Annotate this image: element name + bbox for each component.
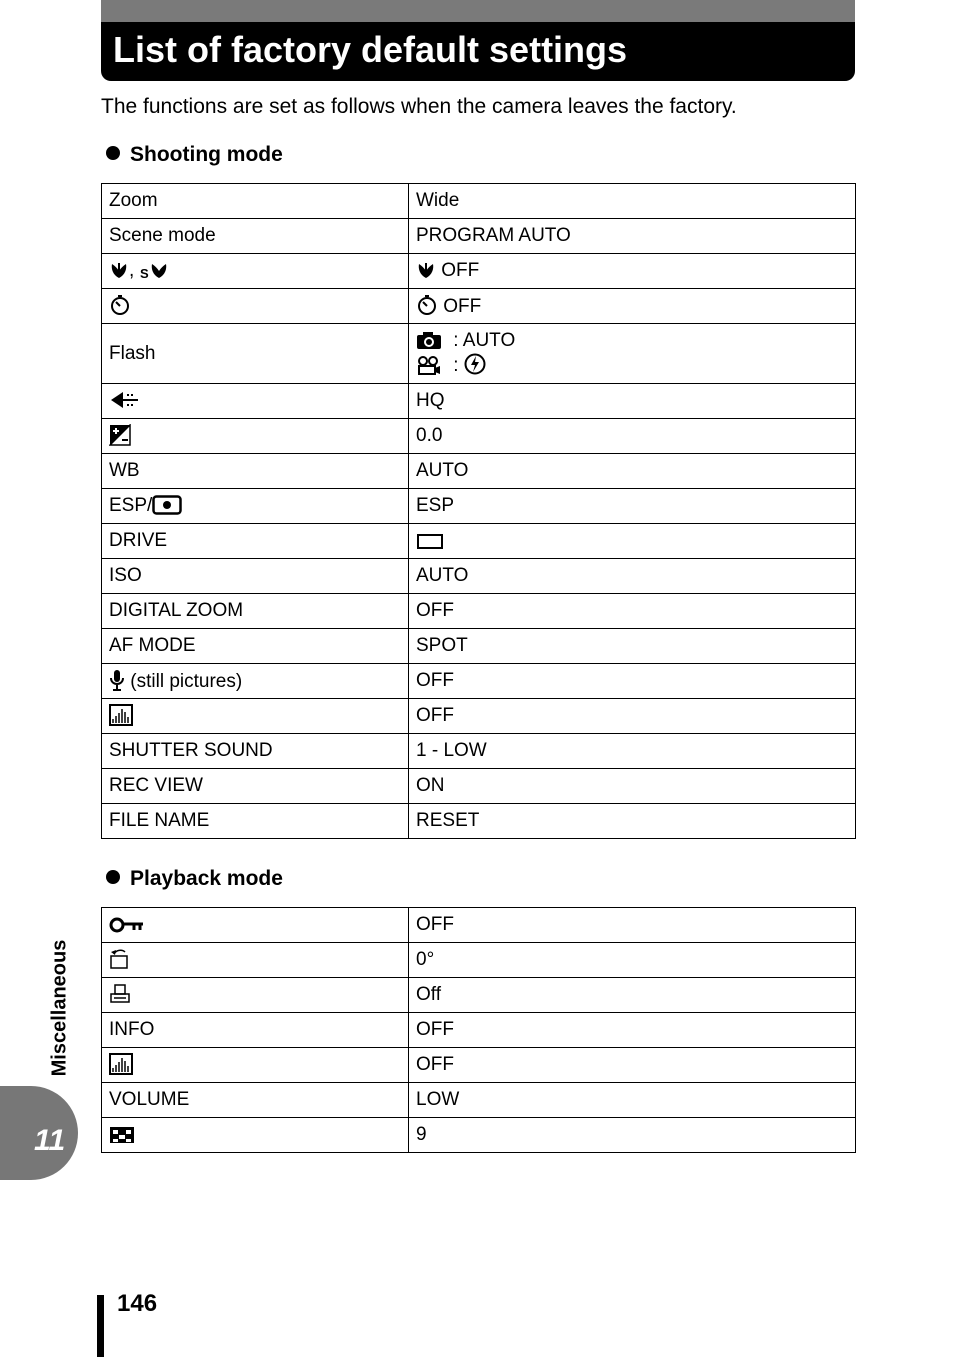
- setting-name: Zoom: [102, 184, 409, 219]
- setting-value: OFF: [409, 699, 856, 734]
- setting-name: REC VIEW: [102, 769, 409, 804]
- spot-metering-icon: [152, 495, 182, 515]
- setting-value: HQ: [409, 384, 856, 419]
- setting-name: ISO: [102, 559, 409, 594]
- macro-icon: [109, 260, 129, 280]
- table-row: [102, 289, 856, 324]
- table-row: [102, 594, 856, 629]
- page-title: List of factory default settings: [113, 29, 628, 70]
- shooting-table: [101, 183, 856, 839]
- setting-name: FILE NAME: [102, 804, 409, 839]
- setting-value: Off: [409, 978, 856, 1013]
- setting-name: WB: [102, 454, 409, 489]
- table-row: [102, 419, 856, 454]
- setting-name: [102, 419, 409, 454]
- table-row: [102, 1013, 856, 1048]
- table-row: [102, 629, 856, 664]
- table-row: [102, 384, 856, 419]
- setting-name: [102, 1118, 409, 1153]
- setting-name: VOLUME: [102, 1083, 409, 1118]
- microphone-icon: [109, 669, 125, 691]
- setting-name: [102, 978, 409, 1013]
- table-row: [102, 524, 856, 559]
- histogram-icon: [109, 704, 133, 726]
- page-number: 146: [117, 1290, 158, 1317]
- setting-name: ESP/: [102, 489, 409, 524]
- exposure-compensation-icon: [109, 424, 131, 446]
- setting-value: OFF: [409, 1013, 856, 1048]
- setting-value: RESET: [409, 804, 856, 839]
- setting-value: [409, 524, 856, 559]
- setting-value: AUTO: [409, 559, 856, 594]
- table-row: [102, 559, 856, 594]
- setting-value: : AUTO :: [409, 324, 856, 384]
- flash-off-icon: [464, 353, 486, 375]
- print-icon: [109, 983, 131, 1005]
- setting-name: AF MODE: [102, 629, 409, 664]
- chapter-tab: 11: [0, 1086, 78, 1180]
- bullet-icon: [106, 146, 120, 160]
- setting-value: OFF: [409, 289, 856, 324]
- image-quality-icon: [109, 390, 139, 410]
- movie-icon: [416, 355, 442, 375]
- setting-name: [102, 1048, 409, 1083]
- table-row: [102, 1048, 856, 1083]
- playback-table: [101, 907, 856, 1153]
- table-row: [102, 1083, 856, 1118]
- setting-name: [102, 289, 409, 324]
- camera-icon: [416, 330, 442, 350]
- supermacro-icon: [140, 260, 170, 280]
- table-row: [102, 769, 856, 804]
- setting-value: OFF: [409, 254, 856, 289]
- table-row: [102, 664, 856, 699]
- setting-name: DRIVE: [102, 524, 409, 559]
- table-row: [102, 324, 856, 384]
- setting-value: LOW: [409, 1083, 856, 1118]
- setting-name: INFO: [102, 1013, 409, 1048]
- title-banner-top: [101, 0, 855, 22]
- table-row: [102, 978, 856, 1013]
- index-display-icon: [109, 1126, 135, 1144]
- setting-value: ESP: [409, 489, 856, 524]
- setting-value: OFF: [409, 908, 856, 943]
- setting-name: [102, 908, 409, 943]
- setting-name: Scene mode: [102, 219, 409, 254]
- setting-name: Flash: [102, 324, 409, 384]
- table-row: [102, 804, 856, 839]
- setting-value: 0.0: [409, 419, 856, 454]
- setting-value: PROGRAM AUTO: [409, 219, 856, 254]
- table-row: [102, 489, 856, 524]
- setting-value: 1 - LOW: [409, 734, 856, 769]
- setting-name: SHUTTER SOUND: [102, 734, 409, 769]
- setting-value: Wide: [409, 184, 856, 219]
- svg-text:S: S: [139, 266, 149, 280]
- playback-heading: Playback mode: [106, 867, 283, 891]
- setting-value: 9: [409, 1118, 856, 1153]
- shooting-heading: Shooting mode: [106, 143, 283, 167]
- rotate-icon: [109, 948, 131, 970]
- setting-name: [102, 699, 409, 734]
- setting-value: SPOT: [409, 629, 856, 664]
- setting-value: OFF: [409, 1048, 856, 1083]
- intro-text: The functions are set as follows when the camera leaves the factory.: [101, 95, 737, 118]
- setting-name: [102, 943, 409, 978]
- page-number-bar: [97, 1295, 104, 1357]
- setting-value: 0°: [409, 943, 856, 978]
- protect-key-icon: [109, 916, 145, 934]
- single-frame-icon: [416, 532, 444, 550]
- setting-value: OFF: [409, 664, 856, 699]
- setting-name: [102, 384, 409, 419]
- setting-value: OFF: [409, 594, 856, 629]
- table-row: [102, 943, 856, 978]
- self-timer-icon: [416, 294, 438, 316]
- table-row: [102, 219, 856, 254]
- setting-name: , S: [102, 254, 409, 289]
- histogram-icon: [109, 1053, 133, 1075]
- table-row: [102, 184, 856, 219]
- setting-name: (still pictures): [102, 664, 409, 699]
- table-row: [102, 454, 856, 489]
- setting-name: DIGITAL ZOOM: [102, 594, 409, 629]
- table-row: [102, 699, 856, 734]
- bullet-icon: [106, 870, 120, 884]
- macro-icon: [416, 260, 436, 280]
- setting-value: ON: [409, 769, 856, 804]
- self-timer-icon: [109, 294, 131, 316]
- table-row: [102, 734, 856, 769]
- setting-value: AUTO: [409, 454, 856, 489]
- table-row: [102, 254, 856, 289]
- table-row: [102, 1118, 856, 1153]
- table-row: [102, 908, 856, 943]
- title-banner: [101, 0, 855, 81]
